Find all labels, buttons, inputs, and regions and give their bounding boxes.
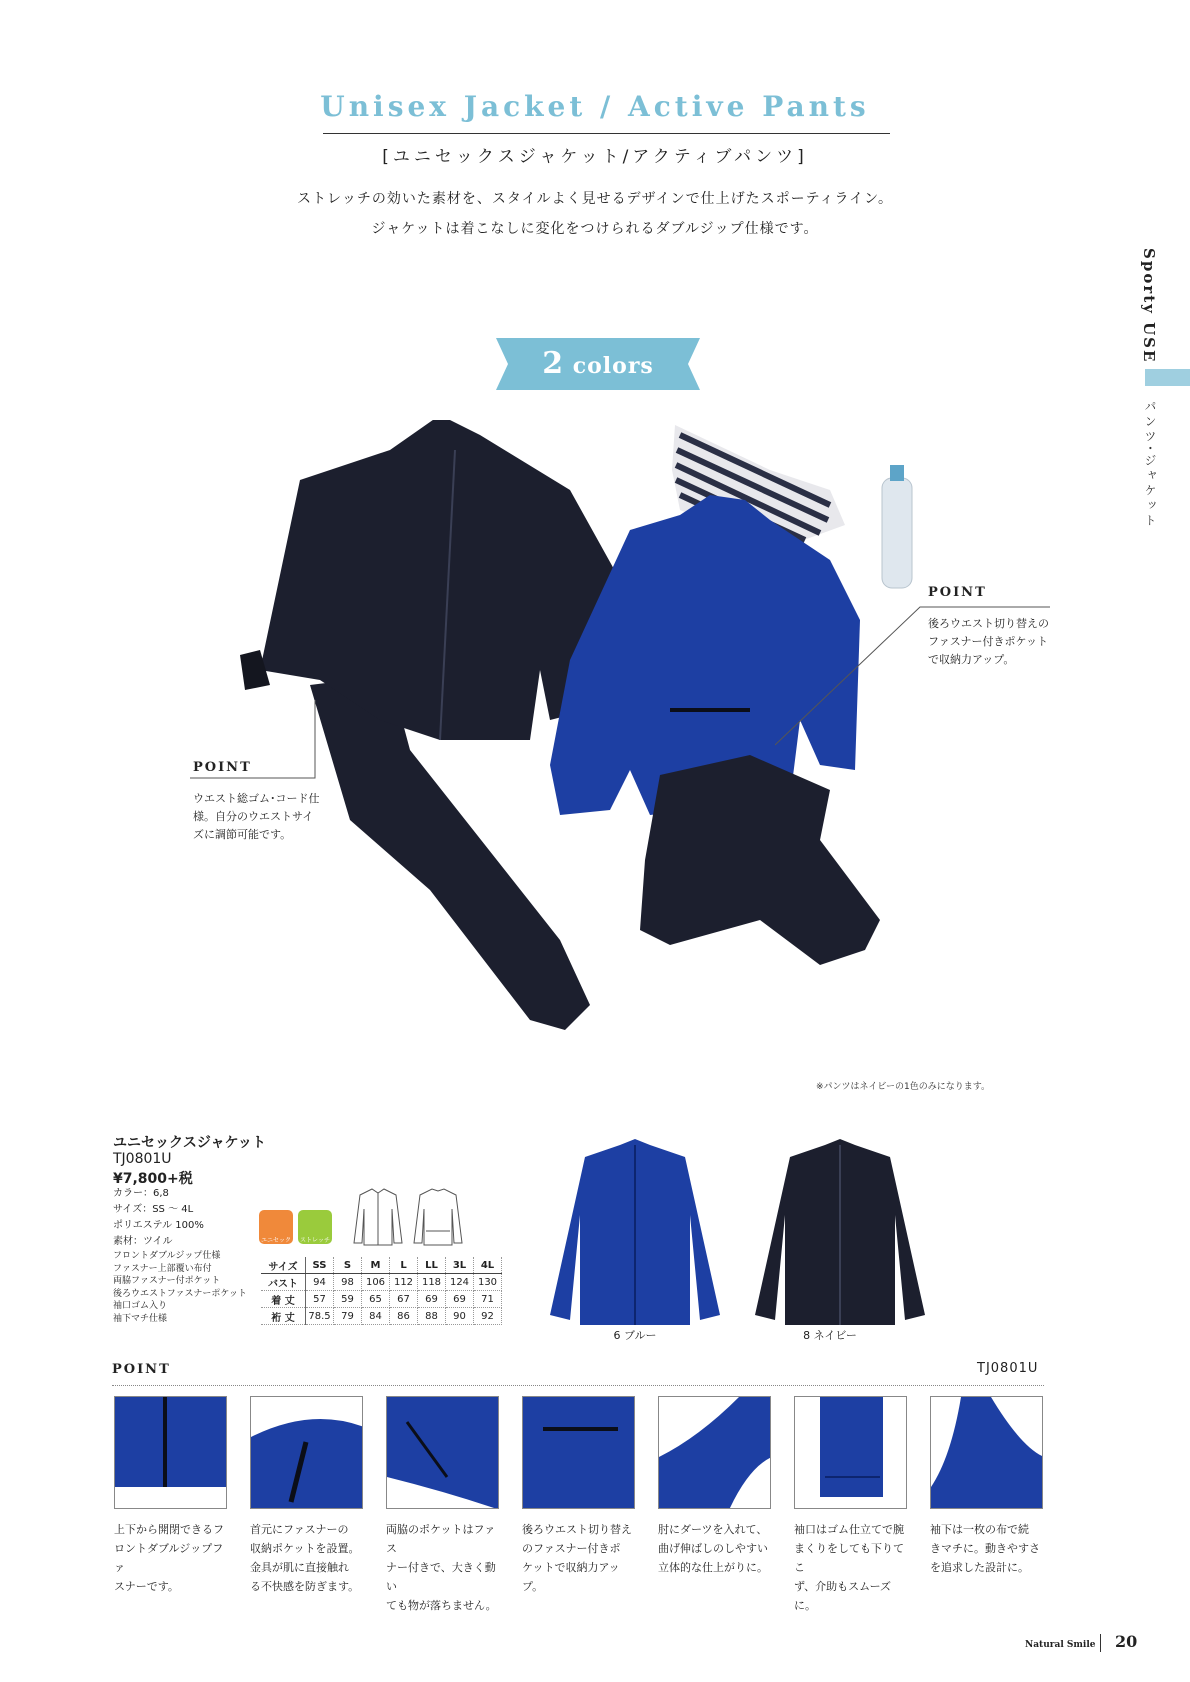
spec-color: カラー：6,8 <box>113 1188 169 1199</box>
size-cell: 124 <box>446 1274 474 1291</box>
detail-text-6 <box>794 1520 912 1615</box>
spec-size: サイズ：SS ～ 4L <box>113 1204 194 1215</box>
unisex-badge-icon <box>259 1210 293 1253</box>
detail-text-2 <box>250 1520 368 1596</box>
side-category-label: Sporty USE <box>1140 248 1158 364</box>
point-1-line: ズに調節可能です。 <box>193 828 292 841</box>
detail-photo-underarm-gusset-icon <box>930 1396 1043 1509</box>
feature-item: 後ろウエストファスナーポケット <box>113 1288 247 1299</box>
detail-points-head: POINT <box>112 1362 171 1377</box>
detail-line: ず、介助もスムーズに。 <box>794 1580 892 1612</box>
size-row-label: 着 丈 <box>261 1291 306 1308</box>
colors-label: colors <box>572 353 654 379</box>
product-price: ¥7,800+税 <box>113 1171 193 1187</box>
detail-line: 首元にファスナーの <box>250 1523 349 1536</box>
feature-item: ファスナー上部覆い布付 <box>113 1263 212 1274</box>
size-table-header-row <box>261 1257 502 1274</box>
size-cell: 57 <box>306 1291 334 1308</box>
colors-badge <box>496 338 700 390</box>
footer-brand: Natural Smile <box>1025 1640 1096 1650</box>
detail-line: 立体的な仕上がりに。 <box>658 1561 768 1574</box>
lead-text <box>0 184 1190 244</box>
pants-color-note: ※パンツはネイビーの1色のみになります。 <box>816 1082 991 1092</box>
size-cell: 84 <box>362 1308 390 1325</box>
detail-line: ロントダブルジップファ <box>114 1542 224 1574</box>
size-cell: 98 <box>334 1274 362 1291</box>
detail-points-divider <box>112 1385 1044 1386</box>
stretch-badge-icon <box>298 1210 332 1244</box>
size-table-row <box>261 1291 502 1308</box>
size-row-label: バスト <box>261 1274 306 1291</box>
detail-line: ケットで収納力アップ。 <box>522 1561 620 1593</box>
size-cell: 112 <box>390 1274 418 1291</box>
detail-line: 袖口はゴム仕立てで腕 <box>794 1523 904 1536</box>
point-1-line: 様。自分のウエストサイ <box>193 810 314 823</box>
detail-points-code: TJ0801U <box>977 1361 1039 1376</box>
side-subcategory-label: パンツ･ジャケット <box>1143 400 1157 530</box>
size-header-cell: 4L <box>474 1257 502 1274</box>
spec-material: ポリエステル 100% <box>113 1220 204 1231</box>
detail-text-5 <box>658 1520 776 1577</box>
detail-text-3 <box>386 1520 504 1615</box>
badge-label: ユニセックス <box>260 1237 291 1253</box>
spec-fabric: 素材：ツイル <box>113 1236 173 1247</box>
detail-line: ても物が落ちません。 <box>386 1599 497 1612</box>
product-spec <box>113 1186 204 1250</box>
detail-line: る不快感を防ぎます。 <box>250 1580 360 1593</box>
size-header-cell: LL <box>418 1257 446 1274</box>
detail-line: 金具が肌に直接触れ <box>250 1561 349 1574</box>
detail-line: ナー付きで、大きく動い <box>386 1561 496 1593</box>
detail-text-7 <box>930 1520 1048 1577</box>
size-table-row <box>261 1274 502 1291</box>
page-title: Unisex Jacket / Active Pants <box>320 90 870 123</box>
product-features <box>113 1250 247 1325</box>
detail-line: 収納ポケットを設置。 <box>250 1542 360 1555</box>
page-number: 20 <box>1115 1632 1138 1651</box>
blue-jacket-swatch-icon <box>545 1135 725 1330</box>
size-cell: 90 <box>446 1308 474 1325</box>
lead-line-2: ジャケットは着こなしに変化をつけられるダブルジップ仕様です。 <box>371 221 819 237</box>
size-cell: 94 <box>306 1274 334 1291</box>
detail-text-4 <box>522 1520 640 1596</box>
size-header-cell: L <box>390 1257 418 1274</box>
point-2-line: ファスナー付きポケット <box>928 635 1049 648</box>
detail-photo-elbow-dart-icon <box>658 1396 771 1509</box>
navy-jacket-swatch-icon <box>750 1135 930 1330</box>
size-cell: 79 <box>334 1308 362 1325</box>
detail-line: まくりをしても下りてこ <box>794 1542 904 1574</box>
detail-line: 上下から開閉できるフ <box>114 1523 224 1536</box>
jacket-back-sketch-icon <box>412 1185 464 1249</box>
detail-line: 肘にダーツを入れて、 <box>658 1523 768 1536</box>
point-1-text <box>193 790 320 844</box>
size-cell: 106 <box>362 1274 390 1291</box>
point-1-head: POINT <box>193 760 252 775</box>
detail-photo-collar-pocket-icon <box>250 1396 363 1509</box>
point-1-line: ウエスト総ゴム･コード仕 <box>193 792 320 805</box>
jacket-front-sketch-icon <box>352 1185 404 1249</box>
detail-photo-cuff-icon <box>794 1396 907 1509</box>
swatch-caption-navy: 8 ネイビー <box>803 1329 857 1342</box>
product-code: TJ0801U <box>113 1151 172 1167</box>
point-1-leader <box>190 700 330 780</box>
detail-line: 曲げ伸ばしのしやすい <box>658 1542 768 1555</box>
title-divider <box>323 133 890 134</box>
product-photo <box>230 420 950 1120</box>
point-2-head: POINT <box>928 585 987 600</box>
detail-photo-back-pocket-icon <box>522 1396 635 1509</box>
water-bottle-icon <box>882 465 912 588</box>
point-2-line: で収納力アップ。 <box>928 653 1015 666</box>
lead-line-1: ストレッチの効いた素材を、スタイルよく見せるデザインで仕上げたスポーティライン。 <box>297 191 893 207</box>
size-table <box>261 1257 502 1325</box>
point-2-line: 後ろウエスト切り替えの <box>928 617 1049 630</box>
page-subtitle: [ユニセックスジャケット/アクティブパンツ] <box>382 147 808 167</box>
size-header-cell: サイズ <box>261 1257 306 1274</box>
size-cell: 71 <box>474 1291 502 1308</box>
detail-line: 後ろウエスト切り替え <box>522 1523 632 1536</box>
size-cell: 118 <box>418 1274 446 1291</box>
detail-line: 両脇のポケットはファス <box>386 1523 496 1555</box>
detail-line: 袖下は一枚の布で続 <box>930 1523 1029 1536</box>
detail-photo-side-pocket-icon <box>386 1396 499 1509</box>
navy-pants-2-icon <box>640 755 880 965</box>
detail-line: スナーです。 <box>114 1580 179 1593</box>
size-cell: 92 <box>474 1308 502 1325</box>
detail-photo-double-zip-icon <box>114 1396 227 1509</box>
navy-jacket-icon <box>240 420 620 740</box>
size-header-cell: M <box>362 1257 390 1274</box>
feature-item: 両脇ファスナー付ポケット <box>113 1276 221 1286</box>
detail-line: を追求した設計に。 <box>930 1561 1029 1574</box>
size-cell: 67 <box>390 1291 418 1308</box>
detail-line: のファスナー付きポ <box>522 1542 621 1555</box>
size-cell: 59 <box>334 1291 362 1308</box>
footer-separator <box>1100 1634 1101 1652</box>
size-row-label: 裄 丈 <box>261 1308 306 1325</box>
detail-text-1 <box>114 1520 232 1596</box>
feature-item: フロントダブルジップ仕様 <box>113 1251 221 1261</box>
size-cell: 78.5 <box>306 1308 334 1325</box>
size-cell: 130 <box>474 1274 502 1291</box>
side-tab-bar <box>1145 369 1190 386</box>
size-cell: 86 <box>390 1308 418 1325</box>
product-name: ユニセックスジャケット <box>113 1135 266 1151</box>
size-cell: 69 <box>446 1291 474 1308</box>
size-header-cell: SS <box>306 1257 334 1274</box>
detail-line: きマチに。動きやすさ <box>930 1542 1040 1555</box>
size-header-cell: S <box>334 1257 362 1274</box>
size-cell: 65 <box>362 1291 390 1308</box>
feature-item: 袖口ゴム入り <box>113 1301 168 1311</box>
size-table-row <box>261 1308 502 1325</box>
swatch-caption-blue: 6 ブルー <box>613 1329 657 1342</box>
size-cell: 88 <box>418 1308 446 1325</box>
feature-item: 袖下マチ仕様 <box>113 1313 168 1324</box>
size-header-cell: 3L <box>446 1257 474 1274</box>
colors-count: 2 <box>542 346 565 381</box>
point-2-leader <box>775 600 1055 750</box>
badge-label: ストレッチ <box>300 1237 330 1244</box>
size-cell: 69 <box>418 1291 446 1308</box>
